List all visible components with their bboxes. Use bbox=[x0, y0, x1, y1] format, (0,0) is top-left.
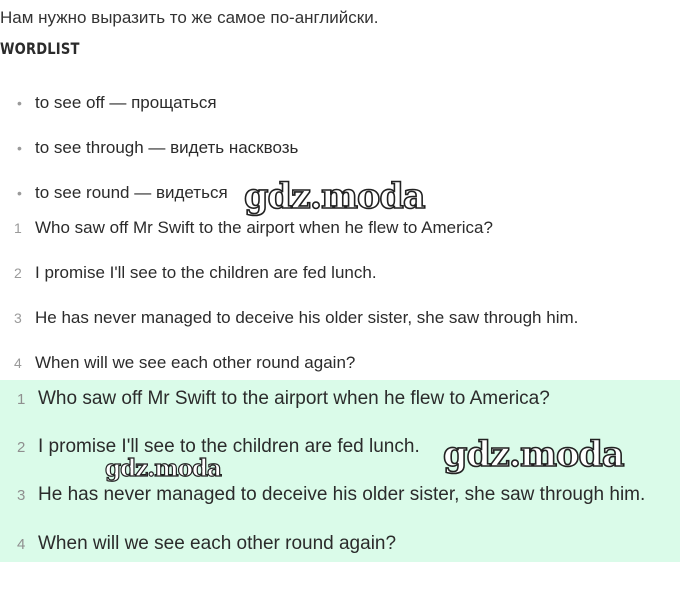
answer-item bbox=[17, 484, 645, 506]
answer-text: When will we see each other round again? bbox=[38, 533, 397, 554]
answer-number: 3 bbox=[17, 487, 26, 504]
wordlist-heading: WORDLIST bbox=[0, 39, 80, 58]
intro-text: Нам нужно выразить то же самое по-английски. bbox=[0, 8, 379, 27]
wordlist-item bbox=[17, 93, 217, 113]
question-item bbox=[14, 218, 493, 238]
answer-block bbox=[0, 380, 680, 562]
watermark-logo: gdz.moda bbox=[105, 455, 221, 482]
question-text: I promise I'll see to the children are fed lunch. bbox=[35, 263, 377, 282]
answer-number: 4 bbox=[17, 536, 26, 553]
question-text: When will we see each other round again? bbox=[35, 353, 356, 372]
question-number: 2 bbox=[14, 265, 22, 281]
answer-text: I promise I'll see to the children are fed lunch. bbox=[38, 436, 420, 457]
question-number: 4 bbox=[14, 355, 22, 371]
watermark-logo: gdz.moda bbox=[443, 434, 624, 475]
answer-item bbox=[17, 388, 550, 410]
question-number: 1 bbox=[14, 220, 22, 236]
question-item bbox=[14, 353, 355, 373]
wordlist-item-text: to see off — прощаться bbox=[35, 93, 217, 112]
answer-text: He has never managed to deceive his older sister, she saw through him. bbox=[38, 484, 646, 505]
wordlist-item bbox=[17, 183, 228, 203]
wordlist-item-text: to see round — видеться bbox=[35, 183, 228, 202]
question-item bbox=[14, 263, 377, 283]
question-number: 3 bbox=[14, 310, 22, 326]
answer-number: 2 bbox=[17, 439, 26, 456]
bullet-icon: • bbox=[17, 185, 22, 201]
bullet-icon: • bbox=[17, 140, 22, 156]
wordlist-item bbox=[17, 138, 298, 158]
answer-item bbox=[17, 436, 420, 458]
answer-item bbox=[17, 533, 396, 555]
watermark-logo: gdz.moda bbox=[244, 176, 425, 217]
question-text: Who saw off Mr Swift to the airport when he flew to America? bbox=[35, 218, 493, 237]
question-item bbox=[14, 308, 578, 328]
answer-number: 1 bbox=[17, 391, 26, 408]
wordlist-item-text: to see through — видеть насквозь bbox=[35, 138, 299, 157]
bullet-icon: • bbox=[17, 95, 22, 111]
answer-text: Who saw off Mr Swift to the airport when he flew to America? bbox=[38, 388, 550, 409]
question-text: He has never managed to deceive his older sister, she saw through him. bbox=[35, 308, 579, 327]
